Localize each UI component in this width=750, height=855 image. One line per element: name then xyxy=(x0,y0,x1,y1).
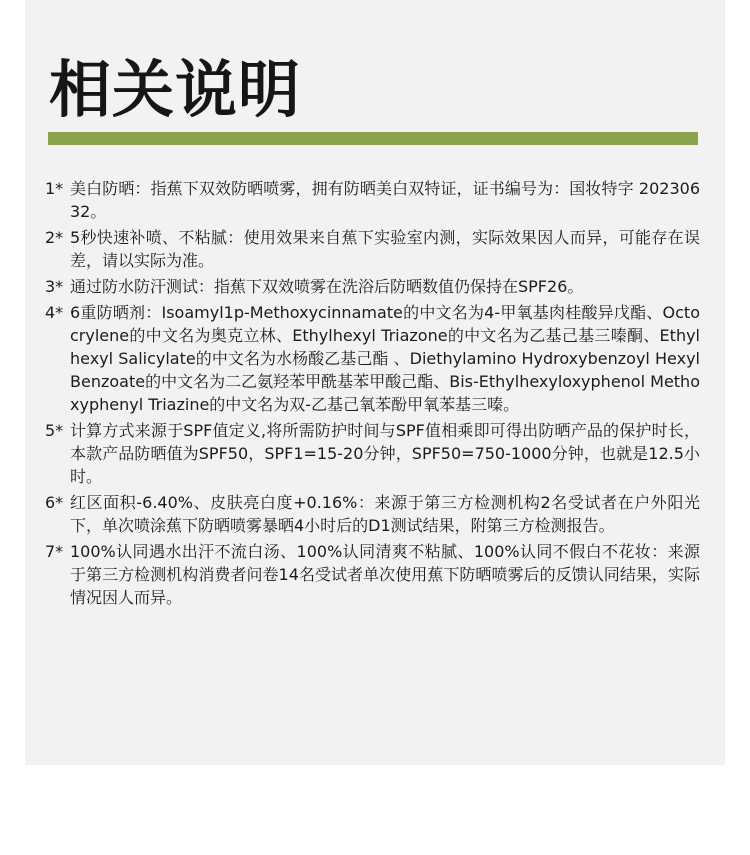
note-item-5 xyxy=(45,419,700,488)
note-marker: 6* xyxy=(45,493,64,512)
note-text: 美白防晒：指蕉下双效防晒喷雾，拥有防晒美白双特证，证书编号为：国妆特字 20230632。 xyxy=(70,179,700,221)
note-text: 红区面积-6.40%、皮肤亮白度+0.16%：来源于第三方检测机构2名受试者在户外阳光下，单次喷涂蕉下防晒喷雾暴晒4小时后的D1测试结果，附第三方检测报告。 xyxy=(70,493,700,535)
note-item-1 xyxy=(45,177,700,223)
note-marker: 4* xyxy=(45,303,64,322)
note-text: 通过防水防汗测试：指蕉下双效喷雾在洗浴后防晒数值仍保持在SPF26。 xyxy=(70,277,584,296)
title-divider xyxy=(48,132,698,145)
note-item-7 xyxy=(45,540,700,609)
notes-list xyxy=(45,177,700,612)
note-marker: 2* xyxy=(45,228,64,247)
note-marker: 7* xyxy=(45,542,64,561)
note-item-2 xyxy=(45,226,700,272)
note-marker: 1* xyxy=(45,179,64,198)
note-text: 5秒快速补喷、不粘腻：使用效果来自蕉下实验室内测，实际效果因人而异，可能存在误差，请以实际为准。 xyxy=(70,228,700,270)
note-text: 计算方式来源于SPF值定义,将所需防护时间与SPF值相乘即可得出防晒产品的保护时长，本款产品防晒值为SPF50，SPF1=15-20分钟，SPF50=750-1000分钟，也就是12.5小时。 xyxy=(70,421,700,486)
note-item-3 xyxy=(45,275,700,298)
note-marker: 3* xyxy=(45,277,64,296)
note-marker: 5* xyxy=(45,421,64,440)
note-item-4 xyxy=(45,301,700,416)
note-text: 6重防晒剂：Isoamyl1p-Methoxycinnamate的中文名为4-甲氧基肉桂酸异戊酯、Octocrylene的中文名为奥克立林、Ethylhexyl Triazone的中文名为乙基己基三嗪酮、Ethylhexyl Salicylate的中文名为水杨酸乙基己酯 、Diethylamino Hydroxybenzoyl Hexyl Benzoate的中文名为二乙氨羟苯甲酰基苯甲酸己酯、Bis-Ethylhexyloxyphenol Methoxyphenyl Triazine的中文名为双-乙基己氧苯酚甲氧苯基三嗪。 xyxy=(70,303,700,414)
notes-panel xyxy=(25,0,725,765)
note-text: 100%认同遇水出汗不流白汤、100%认同清爽不粘腻、100%认同不假白不花妆：来源于第三方检测机构消费者问卷14名受试者单次使用蕉下防晒喷雾后的反馈认同结果，实际情况因人而异。 xyxy=(70,542,700,607)
note-item-6 xyxy=(45,491,700,537)
page-title: 相关说明 xyxy=(49,53,302,126)
